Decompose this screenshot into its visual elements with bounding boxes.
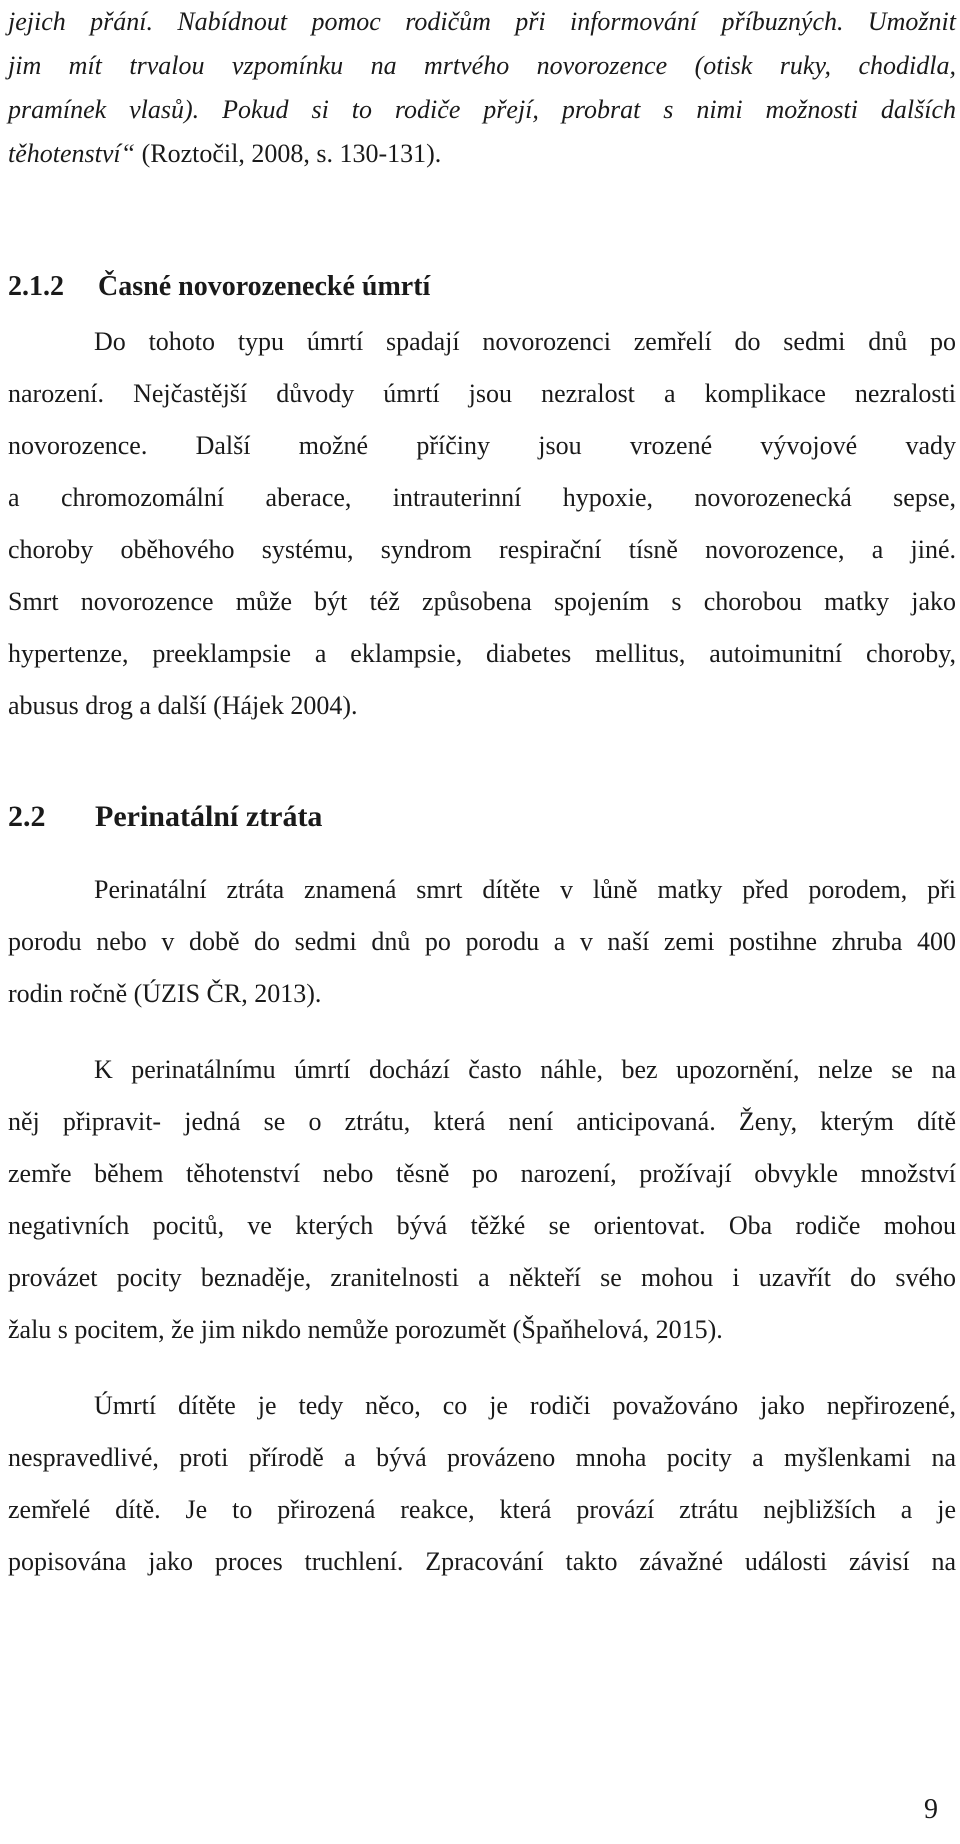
intro-line: jejich přání. Nabídnout pomoc rodičům při informování příbuzných. Umožnit bbox=[8, 7, 956, 36]
paragraph-line: hypertenze, preeklampsie a eklampsie, diabetes mellitus, autoimunitní choroby, bbox=[8, 639, 956, 668]
section-number: 2.1.2 bbox=[8, 271, 64, 302]
paragraph-line: abusus drog a další (Hájek 2004). bbox=[8, 691, 358, 720]
section-heading-2-1-2 bbox=[8, 269, 430, 305]
intro-last-line bbox=[8, 137, 956, 171]
paragraph-line: provázet pocity beznaděje, zranitelnosti a někteří se mohou i uzavřít do svého bbox=[8, 1263, 956, 1292]
paragraph-line: Do tohoto typu úmrtí spadají novorozenci zemřelí do sedmi dnů po bbox=[94, 327, 956, 356]
paragraph-line: novorozence. Další možné příčiny jsou vrozené vývojové vady bbox=[8, 431, 956, 460]
section-title: Časné novorozenecké úmrtí bbox=[98, 271, 431, 302]
paragraph-line: narození. Nejčastější důvody úmrtí jsou nezralost a komplikace nezralosti bbox=[8, 379, 956, 408]
intro-italic-end: těhotenství“ bbox=[8, 139, 136, 168]
paragraph-line: nespravedlivé, proti přírodě a bývá provázeno mnoha pocity a myšlenkami na bbox=[8, 1443, 956, 1472]
paragraph-line: popisována jako proces truchlení. Zpracování takto závažné události závisí na bbox=[8, 1547, 956, 1576]
paragraph-line: a chromozomální aberace, intrauterinní hypoxie, novorozenecká sepse, bbox=[8, 483, 956, 512]
paragraph-line: Perinatální ztráta znamená smrt dítěte v lůně matky před porodem, při bbox=[94, 875, 956, 904]
intro-line: jim mít trvalou vzpomínku na mrtvého novorozence (otisk ruky, chodidla, bbox=[8, 51, 956, 80]
paragraph-line: porodu nebo v době do sedmi dnů po porodu a v naší zemi postihne zhruba 400 bbox=[8, 927, 956, 956]
section-title: Perinatální ztráta bbox=[95, 800, 323, 833]
paragraph-line: zemře během těhotenství nebo těsně po narození, prožívají obvykle množství bbox=[8, 1159, 956, 1188]
paragraph-line: choroby oběhového systému, syndrom respirační tísně novorozence, a jiné. bbox=[8, 535, 956, 564]
page-number: 9 bbox=[924, 1794, 938, 1825]
paragraph-line: Úmrtí dítěte je tedy něco, co je rodiči považováno jako nepřirozené, bbox=[94, 1391, 956, 1420]
paragraph-line: zemřelé dítě. Je to přirozená reakce, která provází ztrátu nejbližších a je bbox=[8, 1495, 956, 1524]
intro-line: pramínek vlasů). Pokud si to rodiče přejí, probrat s nimi možnosti dalších bbox=[8, 95, 956, 124]
paragraph-line: něj připravit- jedná se o ztrátu, která není anticipovaná. Ženy, kterým dítě bbox=[8, 1107, 956, 1136]
paragraph-line: žalu s pocitem, že jim nikdo nemůže porozumět (Špaňhelová, 2015). bbox=[8, 1315, 723, 1344]
paragraph-line: Smrt novorozence může být též způsobena spojením s chorobou matky jako bbox=[8, 587, 956, 616]
paragraph-line: K perinatálnímu úmrtí dochází často náhle, bez upozornění, nelze se na bbox=[94, 1055, 956, 1084]
paragraph-line: rodin ročně (ÚZIS ČR, 2013). bbox=[8, 979, 322, 1008]
intro-citation: (Roztočil, 2008, s. 130-131). bbox=[135, 139, 442, 168]
section-number: 2.2 bbox=[8, 800, 46, 833]
section-heading-2-2 bbox=[8, 798, 322, 836]
paragraph-line: negativních pocitů, ve kterých bývá těžké se orientovat. Oba rodiče mohou bbox=[8, 1211, 956, 1240]
